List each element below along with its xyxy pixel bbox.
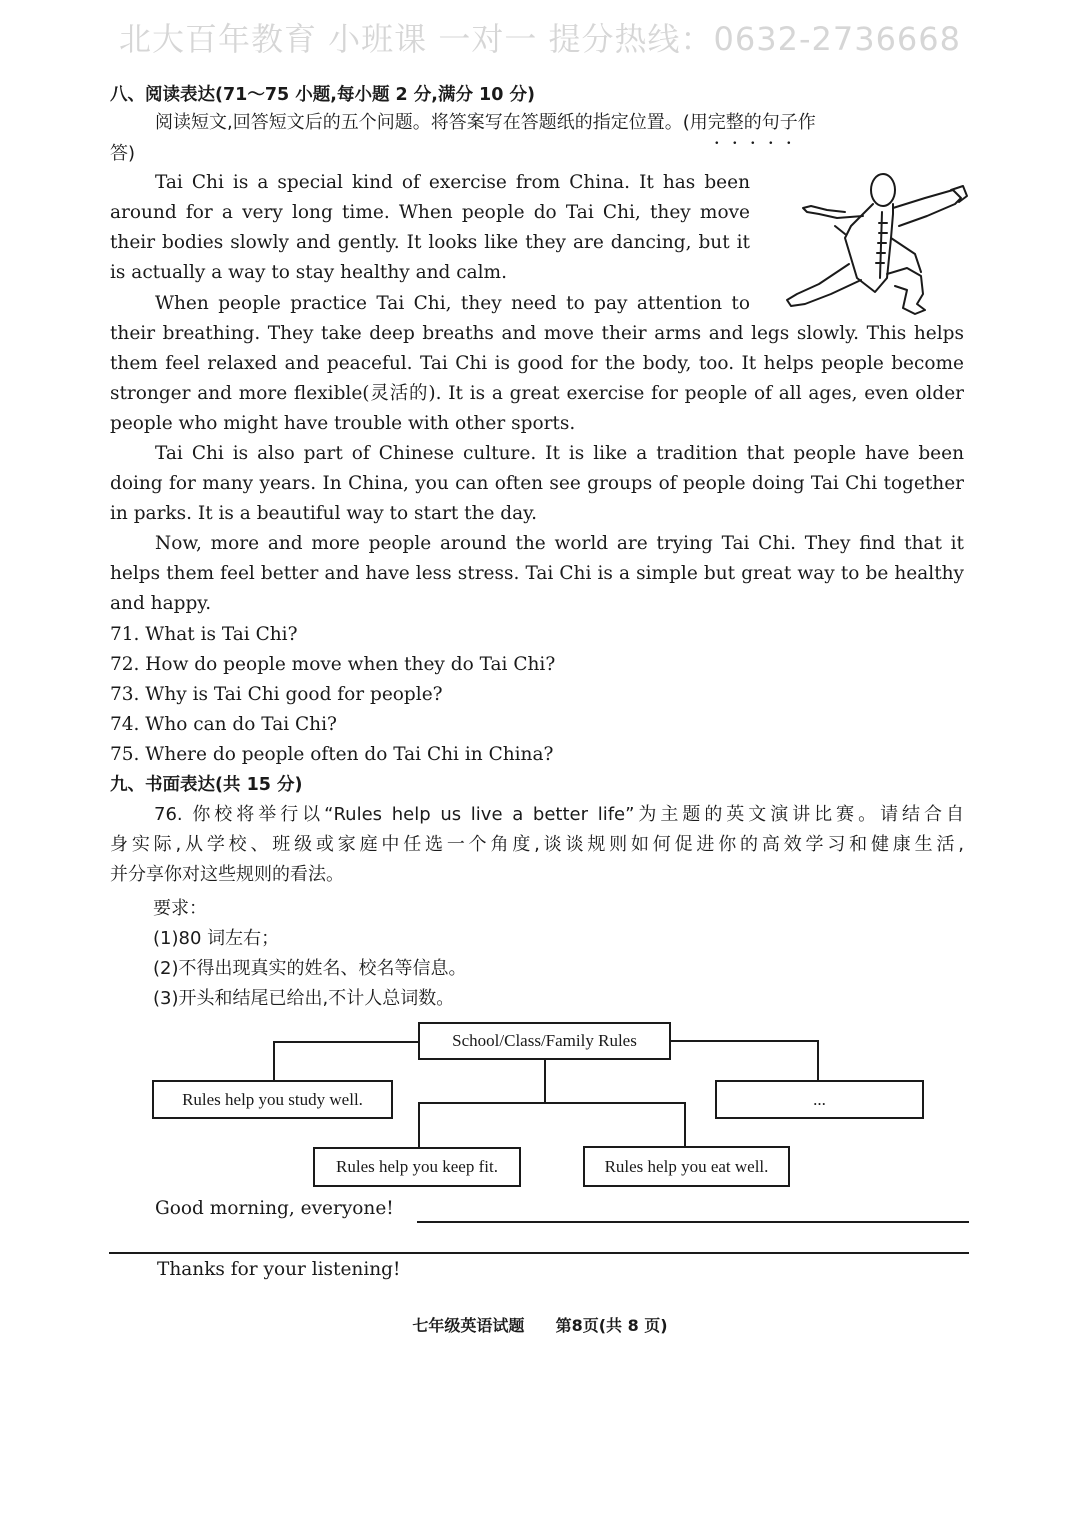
section-9-title: 九、书面表达(共 15 分) (110, 775, 303, 795)
speech-opening: Good morning, everyone! (155, 1198, 394, 1219)
passage-paragraph-2 (110, 289, 964, 439)
emphasis-char: 完 (707, 112, 726, 133)
passage-line: people who might have trouble with other sports. (110, 413, 576, 434)
section-8-title: 八、阅读表达(71～75 小题,每小题 2 分,满分 10 分) (110, 85, 535, 105)
passage-line: their breathing. They take deep breaths and move their arms and legs slowly. This helps (110, 323, 964, 344)
requirements-label: 要求： (153, 898, 207, 919)
connector-line (418, 1102, 686, 1104)
question-72: 72. How do people move when they do Tai Chi? (110, 654, 556, 675)
question-73: 73. Why is Tai Chi good for people? (110, 684, 443, 705)
passage-line: stronger and more flexible(灵活的). It is a great exercise for people of all ages, even older (110, 383, 964, 404)
prompt-line: 76. 你校将举行以“Rules help us live a better life”为主题的英文演讲比赛。请结合自 (154, 804, 964, 825)
connector-line (669, 1040, 819, 1042)
passage-line: Tai Chi is also part of Chinese culture. It is like a tradition that people have been (155, 443, 964, 464)
passage-line: doing for many years. In China, you can often see groups of people doing Tai Chi together (110, 473, 964, 494)
passage-line: in parks. It is a beautiful way to start the day. (110, 503, 538, 524)
passage-line: them feel relaxed and peaceful. Tai Chi is good for the body, too. It helps people become (110, 353, 964, 374)
requirement-item: (3)开头和结尾已给出,不计人总词数。 (153, 988, 455, 1009)
connector-line (544, 1058, 546, 1103)
page-footer (0, 1313, 1080, 1336)
question-71: 71. What is Tai Chi? (110, 624, 298, 645)
connector-line (273, 1041, 419, 1043)
speech-closing: Thanks for your listening! (157, 1259, 401, 1280)
prompt-line: 并分享你对这些规则的看法。 (110, 864, 344, 885)
connector-line (418, 1102, 420, 1148)
passage-paragraph-1 (110, 168, 750, 288)
passage-line: is actually a way to stay healthy and calm. (110, 262, 507, 283)
diagram-root-box: School/Class/Family Rules (418, 1022, 671, 1060)
emphasis-char: 的 (743, 112, 762, 133)
question-75: 75. Where do people often do Tai Chi in China? (110, 744, 554, 765)
answer-line[interactable] (109, 1252, 969, 1254)
watermark-banner: 北大百年教育 小班课 一对一 提分热线：0632-2736668 (118, 20, 962, 58)
requirement-item: (2)不得出现真实的姓名、校名等信息。 (153, 958, 467, 979)
passage-line: around for a very long time. When people do Tai Chi, they move (110, 202, 750, 223)
section-8-instruction-cont: 答) (110, 143, 136, 164)
passage-line: and happy. (110, 593, 212, 614)
question-74: 74. Who can do Tai Chi? (110, 714, 337, 735)
question-list (110, 620, 555, 770)
passage-paragraph-4 (110, 529, 964, 619)
emphasis-char: 整 (725, 112, 744, 133)
diagram-box-study: Rules help you study well. (152, 1080, 393, 1119)
passage-line: Now, more and more people around the world are trying Tai Chi. They find that it (155, 533, 964, 554)
requirements (153, 894, 467, 1014)
diagram-box-more: ... (715, 1080, 924, 1119)
instruction-text: 作 (797, 112, 816, 133)
instruction-text: 阅读短文,回答短文后的五个问题。将答案写在答题纸的指定位置。(用 (155, 112, 708, 133)
passage-line: Tai Chi is a special kind of exercise from China. It has been (155, 172, 750, 193)
writing-prompt (110, 800, 964, 890)
passage-line: When people practice Tai Chi, they need to pay attention to (155, 293, 750, 314)
footer-page-number: 第8页(共 8 页) (555, 1316, 668, 1335)
passage-line: helps them feel better and have less stress. Tai Chi is a simple but great way to be healthy (110, 563, 964, 584)
answer-line[interactable] (417, 1221, 969, 1223)
prompt-line: 身实际,从学校、班级或家庭中任选一个角度,谈谈规则如何促进你的高效学习和健康生活, (110, 834, 964, 855)
connector-line (273, 1041, 275, 1081)
diagram-box-fit: Rules help you keep fit. (313, 1147, 521, 1187)
emphasis-char: 子 (779, 112, 798, 133)
connector-line (684, 1102, 686, 1147)
requirement-item: (1)80 词左右； (153, 928, 280, 949)
footer-subject: 七年级英语试题 (412, 1316, 525, 1335)
passage-line: their bodies slowly and gently. It looks like they are dancing, but it (110, 232, 750, 253)
diagram-box-eat: Rules help you eat well. (583, 1146, 790, 1187)
passage-paragraph-3 (110, 439, 964, 529)
section-8-instruction (155, 108, 816, 138)
emphasis-char: 句 (761, 112, 780, 133)
connector-line (817, 1040, 819, 1081)
